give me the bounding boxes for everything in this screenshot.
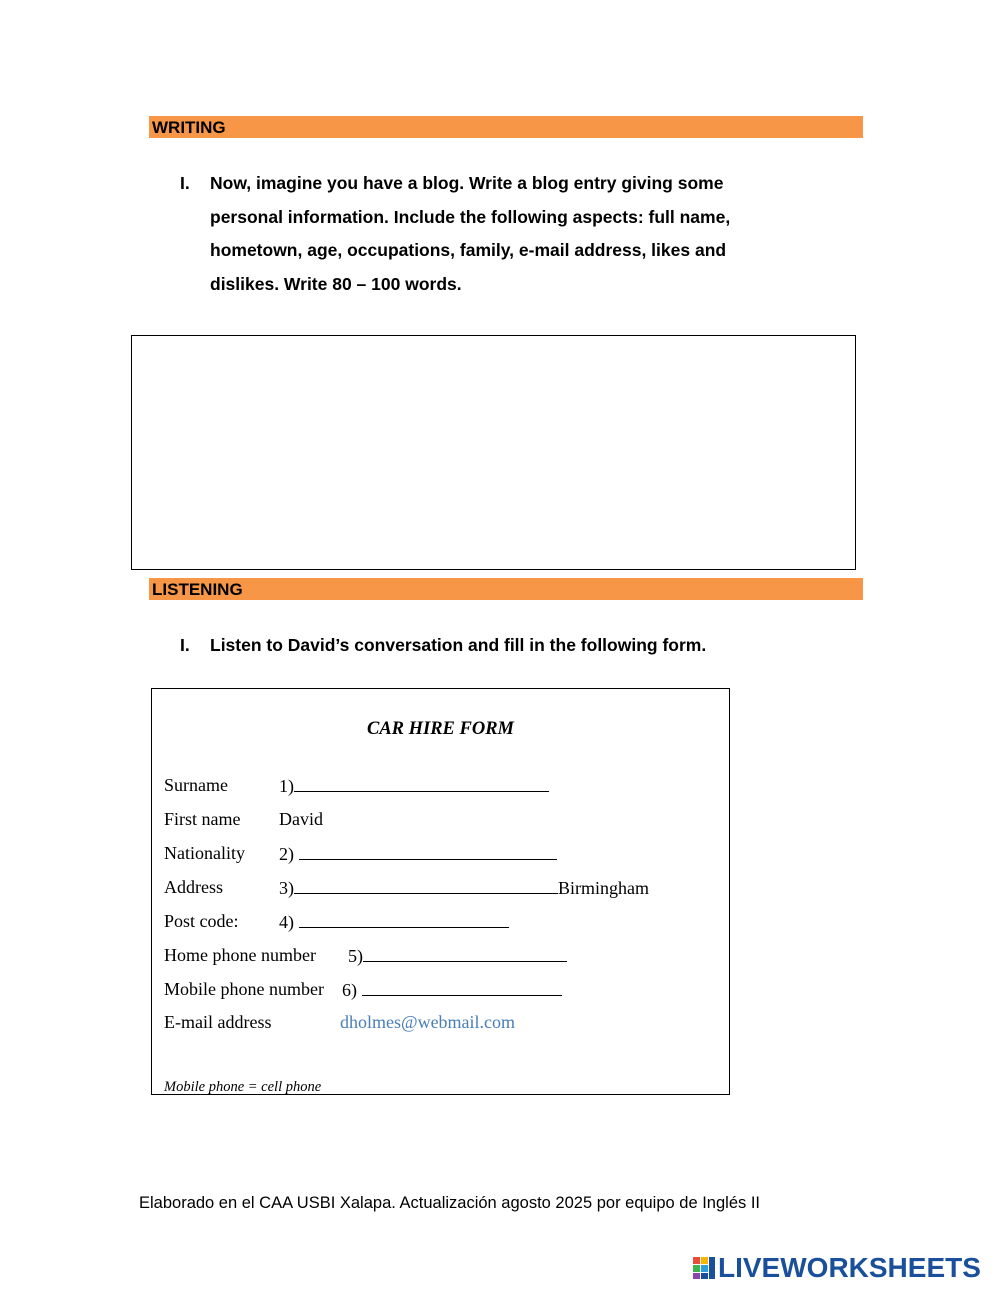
- blog-entry-answer-box[interactable]: [131, 335, 856, 570]
- address-answer-field[interactable]: [294, 875, 558, 894]
- form-number: 4): [279, 912, 294, 932]
- form-label: Address: [164, 877, 223, 897]
- form-label: Post code:: [164, 911, 239, 931]
- nationality-answer-field[interactable]: [299, 841, 557, 860]
- surname-answer-field[interactable]: [294, 773, 549, 792]
- form-label: First name: [164, 809, 241, 829]
- writing-instruction: [180, 167, 830, 301]
- home-phone-answer-field[interactable]: [363, 943, 567, 962]
- listening-instruction-number: I.: [180, 635, 190, 655]
- writing-header: WRITING: [149, 116, 863, 138]
- listening-instruction-text: Listen to David’s conversation and fill in the following form.: [210, 635, 707, 655]
- brand-name: LIVEWORKSHEETS: [718, 1252, 981, 1283]
- writing-instruction-line-2: personal information. Include the following aspects: full name,: [210, 206, 731, 227]
- form-title: CAR HIRE FORM: [366, 719, 515, 739]
- post-code-answer-field[interactable]: [299, 909, 509, 928]
- form-number: 3): [279, 878, 294, 898]
- car-hire-form: [151, 688, 730, 1095]
- form-number: 6): [342, 980, 357, 1000]
- liveworksheets-logo-icon: [692, 1256, 716, 1280]
- form-label: Surname: [164, 775, 228, 795]
- form-label: Nationality: [164, 843, 245, 863]
- first-name-value: David: [279, 809, 323, 829]
- listening-instruction: [180, 629, 830, 663]
- form-number: 2): [279, 844, 294, 864]
- form-label: Mobile phone number: [164, 979, 324, 999]
- listening-header: LISTENING: [149, 578, 863, 600]
- writing-instruction-line-1: Now, imagine you have a blog. Write a blog entry giving some: [210, 173, 724, 193]
- form-label: Home phone number: [164, 945, 316, 965]
- mobile-phone-answer-field[interactable]: [362, 977, 562, 996]
- liveworksheets-brand[interactable]: [692, 1253, 981, 1283]
- writing-instruction-line-3: hometown, age, occupations, family, e-mail address, likes and: [210, 240, 727, 260]
- footer-credit: Elaborado en el CAA USBI Xalapa. Actualización agosto 2025 por equipo de Inglés II: [139, 1194, 761, 1212]
- writing-instruction-line-4: dislikes. Write 80 – 100 words.: [210, 273, 462, 294]
- email-value: dholmes@webmail.com: [340, 1012, 516, 1032]
- form-note: Mobile phone = cell phone: [164, 1079, 322, 1095]
- form-number: 1): [279, 776, 294, 796]
- writing-instruction-number: I.: [180, 173, 190, 193]
- form-label: E-mail address: [164, 1012, 272, 1032]
- address-city: Birmingham: [558, 878, 649, 898]
- form-number: 5): [348, 946, 363, 966]
